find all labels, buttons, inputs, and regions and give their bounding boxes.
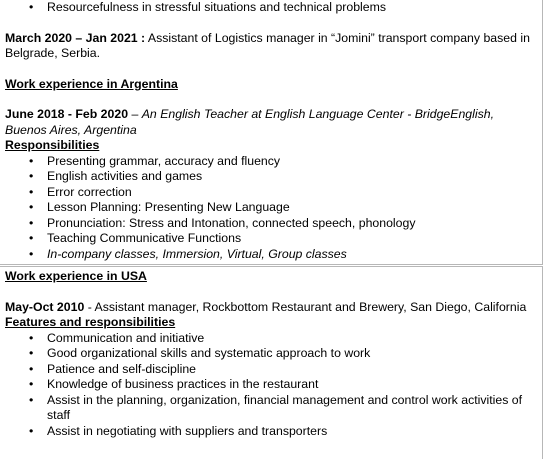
bullet-icon: • bbox=[29, 346, 34, 360]
list-item: • Presenting grammar, accuracy and fluency bbox=[29, 153, 281, 168]
bullet-icon: • bbox=[29, 423, 34, 438]
bullet-icon: • bbox=[29, 377, 34, 391]
bullet-icon: • bbox=[29, 361, 34, 376]
features-list bbox=[5, 331, 537, 440]
responsibilities-list bbox=[5, 154, 537, 263]
list-item: • Knowledge of business practices in the restaurant bbox=[29, 377, 319, 391]
responsibilities-heading: Responsibilities bbox=[5, 138, 100, 152]
table-cell-usa bbox=[0, 266, 543, 459]
bullet-icon: • bbox=[29, 215, 34, 230]
bullet-icon: • bbox=[29, 246, 34, 261]
bullet-icon: • bbox=[29, 231, 34, 245]
list-item: • Pronunciation: Stress and Intonation, connected speech, phonology bbox=[29, 215, 416, 230]
list-item: • Resourcefulness in stressful situations and technical problems bbox=[29, 0, 387, 14]
bullet-icon: • bbox=[29, 0, 34, 14]
bullet-icon: • bbox=[29, 392, 34, 407]
list-item: • Patience and self-discipline bbox=[29, 361, 197, 376]
list-item: • Error correction bbox=[29, 184, 132, 199]
features-heading: Features and responsibilities bbox=[5, 315, 176, 329]
job-entry: June 2018 - Feb 2020 – An English Teacher at English Language Center - BridgeEnglish, Buenos Aires, Argentina bbox=[5, 107, 495, 137]
job-date: March 2020 – Jan 2021 : bbox=[5, 30, 146, 45]
list-item: • Teaching Communicative Functions bbox=[29, 231, 242, 245]
job-date: June 2018 - Feb 2020 bbox=[5, 107, 129, 121]
job-role: An English Teacher at English Language Center - BridgeEnglish, Buenos Aires, Argentina bbox=[5, 107, 495, 137]
bullet-icon: • bbox=[29, 153, 34, 168]
list-item: • Communication and initiative bbox=[29, 330, 205, 345]
job-date: May-Oct 2010 bbox=[5, 299, 85, 314]
section-heading-usa: Work experience in USA bbox=[5, 269, 147, 283]
job-description: - Assistant manager, Rockbottom Restaurant and Brewery, San Diego, California bbox=[84, 299, 527, 314]
bullet-icon: • bbox=[29, 169, 34, 183]
job-entry bbox=[5, 31, 537, 62]
list-item: • Good organizational skills and systematic approach to work bbox=[29, 346, 371, 360]
job-description: Assistant of Logistics manager in “Jomini” transport company based in Belgrade, Serbia. bbox=[5, 30, 530, 60]
bullet-icon: • bbox=[29, 200, 34, 214]
list-item: • Assist in the planning, organization, financial management and control work activities of staff bbox=[29, 392, 523, 422]
job-entry bbox=[5, 300, 537, 316]
list-item: • Assist in negotiating with suppliers and transporters bbox=[29, 423, 328, 438]
section-heading-argentina: Work experience in Argentina bbox=[5, 76, 178, 91]
list-item: • English activities and games bbox=[29, 169, 203, 183]
bullet-icon: • bbox=[29, 330, 34, 345]
list-item: • In-company classes, Immersion, Virtual, Group classes bbox=[29, 246, 347, 261]
bullet-icon: • bbox=[29, 184, 34, 199]
list-item: • Lesson Planning: Presenting New Language bbox=[29, 200, 290, 214]
